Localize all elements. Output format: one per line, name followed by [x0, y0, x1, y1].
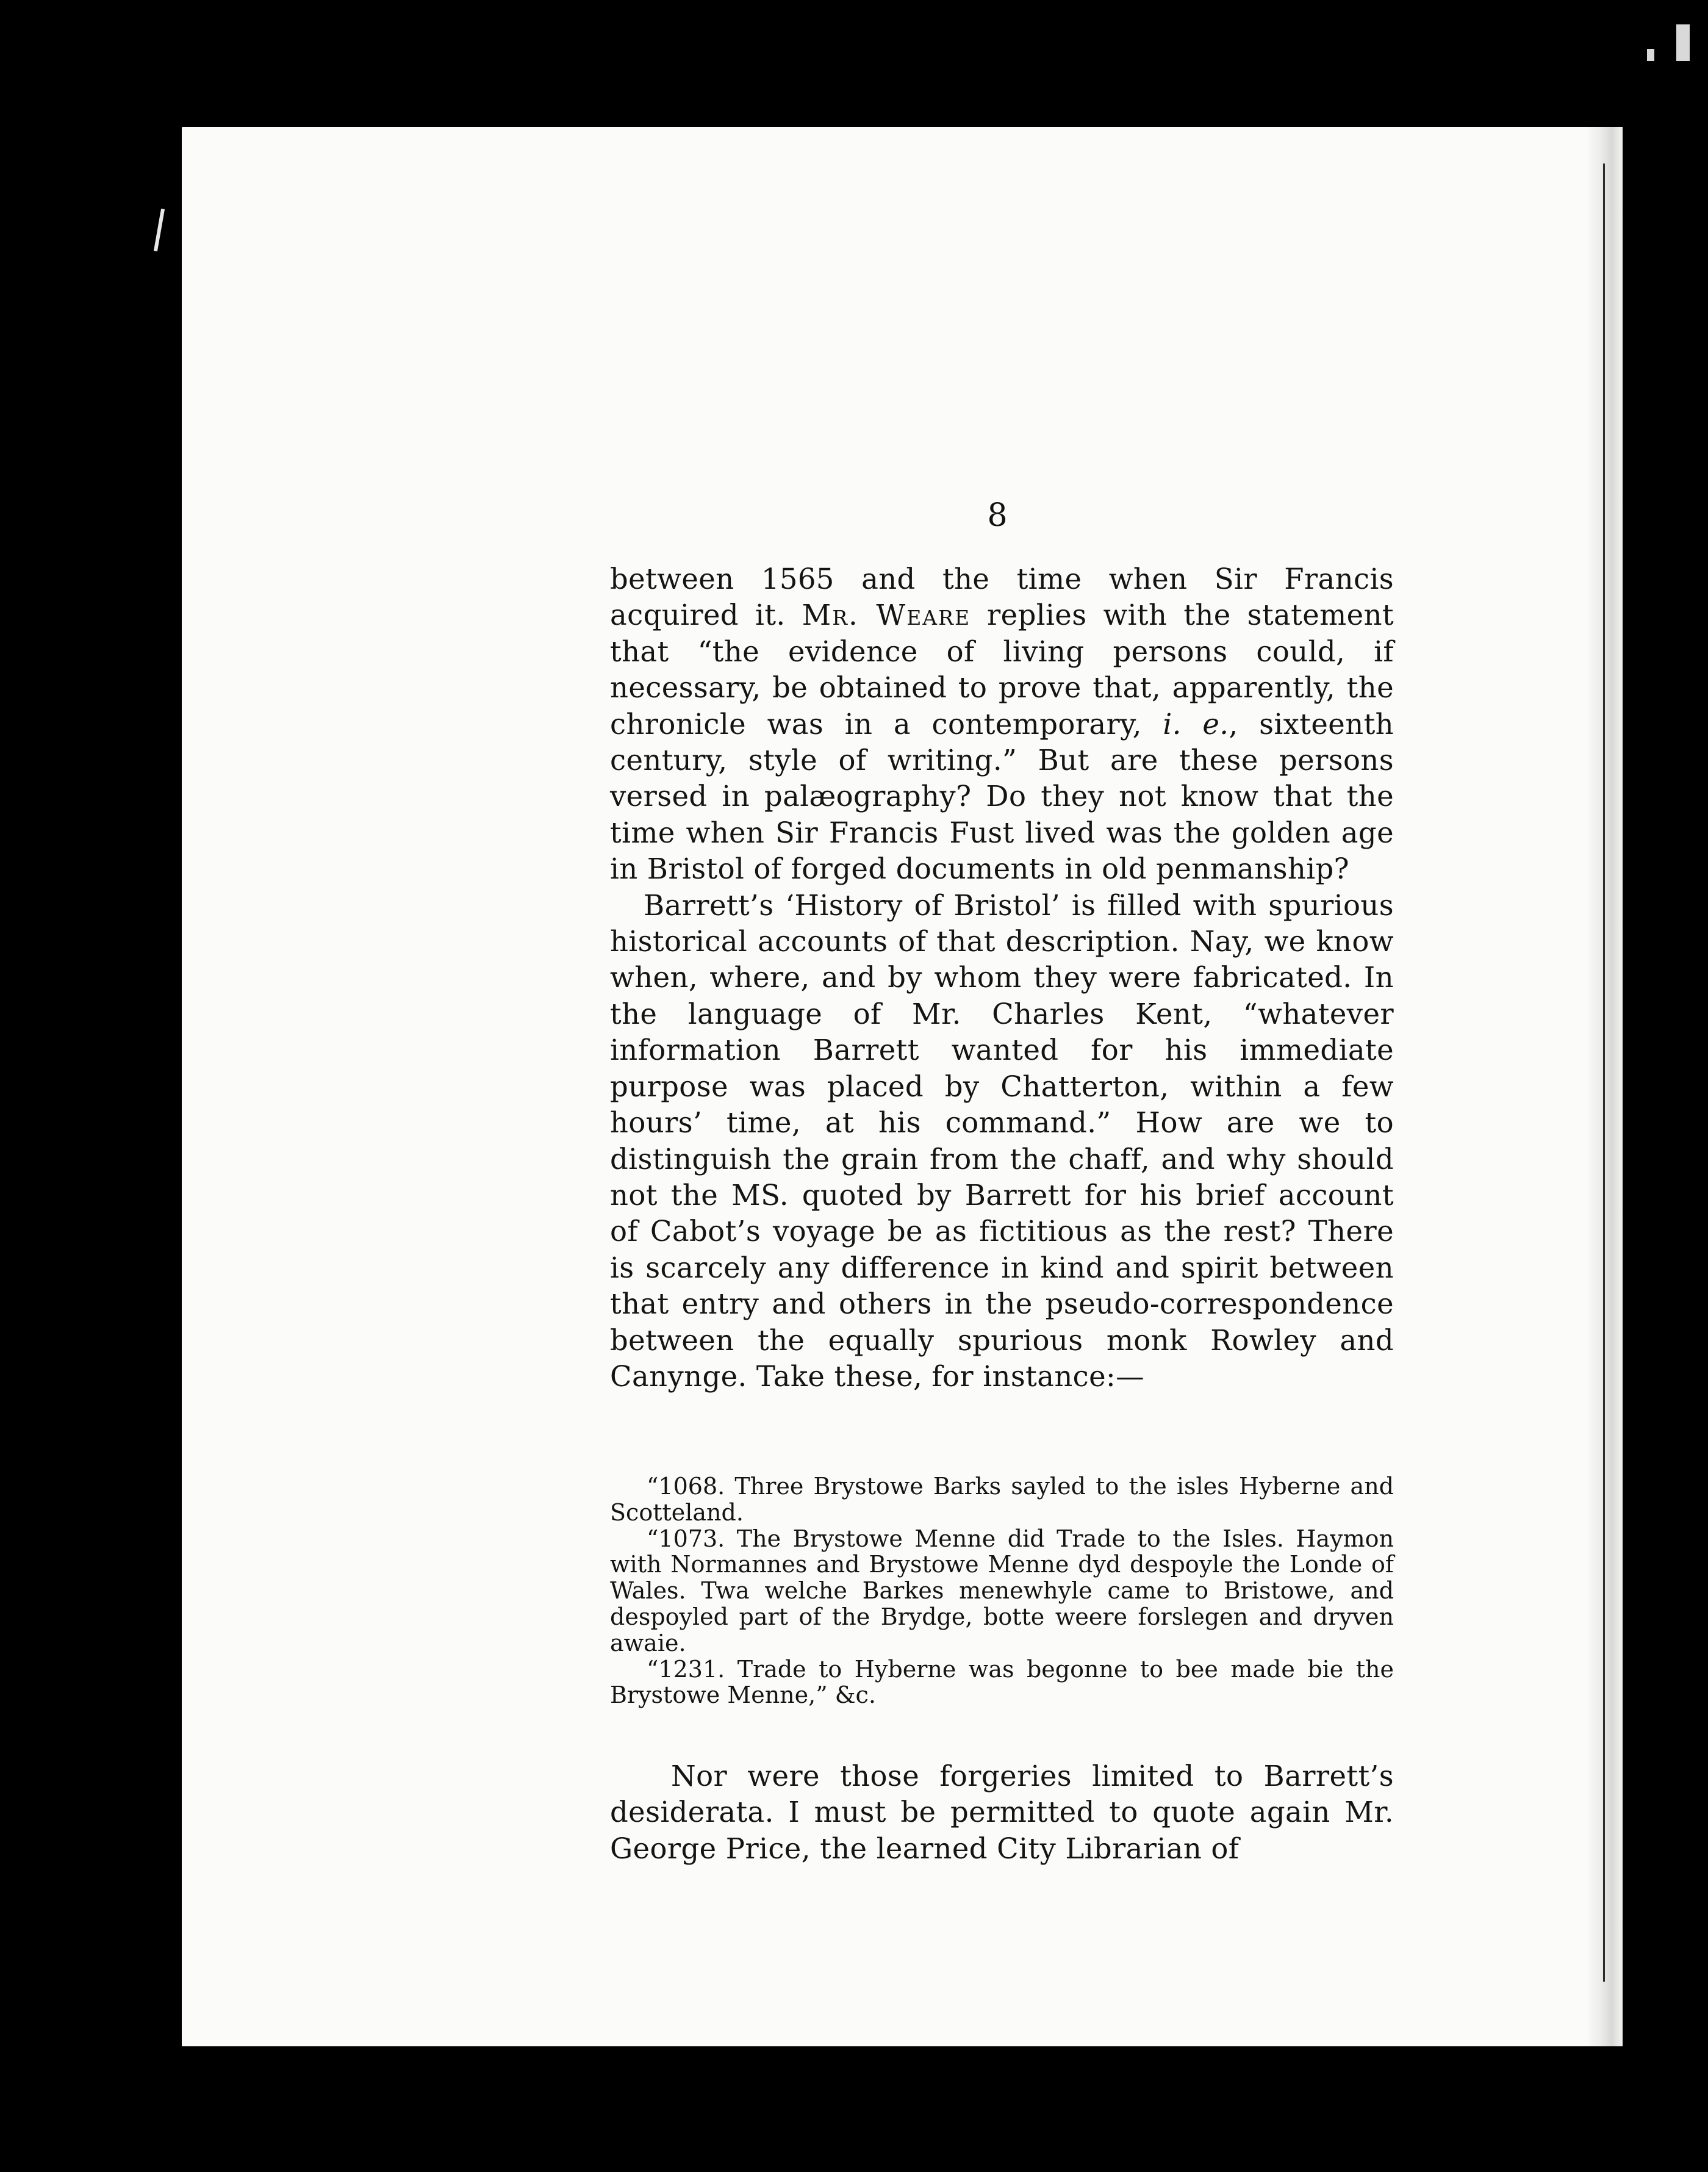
scan-speck — [1647, 49, 1654, 61]
name-small-caps: Mr. Weare — [802, 599, 971, 632]
body-text-bottom — [610, 1758, 1394, 1867]
quotation-block — [610, 1473, 1394, 1708]
page-gutter-edge — [1586, 127, 1623, 2046]
margin-pencil-mark — [154, 209, 165, 251]
paragraph-text: , sixteenth century, style of writing.” But are these persons versed in palæography? Do they not know that the time when Sir Francis Fust lived was the golden age in Bristol of forged documents in old penmanship? — [610, 707, 1394, 886]
body-text-top — [610, 561, 1394, 1395]
page-number: 8 — [987, 497, 1008, 534]
scan-speck — [1676, 24, 1690, 61]
quotation-entry-1068: “1068. Three Brystowe Barks sayled to the isles Hyberne and Scotteland. — [610, 1473, 1394, 1526]
quotation-entry-1231: “1231. Trade to Hyberne was begonne to bee made bie the Brystowe Menne,” &c. — [610, 1655, 1394, 1709]
paragraph-barrett-history: Barrett’s ‘History of Bristol’ is filled with spurious historical accounts of that description. Nay, we know when, where, and by whom they were fabricated. In the language of Mr. Charles Kent, “whatever information Barrett wanted for his immediate purpose was placed by Chatterton, within a few hours’ time, at his command.” How are we to distinguish the grain from the chaff, and why should not the MS. quoted by Barrett for his brief account of Cabot’s voyage be as fictitious as the rest? There is scarcely any difference in kind and spirit between that entry and others in the pseudo-correspondence between the equally spurious monk Rowley and Canynge. Take these, for instance:— — [610, 888, 1394, 1393]
paragraph-text: replies with the statement that “the evidence of living persons could, if necessary, be obtained to prove that, apparently, the chronicle was in a contemporary, — [610, 599, 1394, 741]
italic-abbreviation: i. e. — [1163, 707, 1229, 741]
quotation-entry-1073: “1073. The Brystowe Menne did Trade to the Isles. Haymon with Normannes and Brystowe Menne dyd despoyle the Londe of Wales. Twa welche Barkes menewhyle came to Bristowe, and despoyled part of the Brydge, botte weere forslegen and dryven awaie. — [610, 1525, 1394, 1656]
paragraph-continued — [610, 561, 1394, 888]
paragraph-forgeries: Nor were those forgeries limited to Barrett’s desiderata. I must be permitted to quote again Mr. George Price, the learned City Librarian of — [610, 1760, 1394, 1865]
paragraph-text: between 1565 and the time when Sir Francis acquired it. — [610, 563, 1394, 632]
